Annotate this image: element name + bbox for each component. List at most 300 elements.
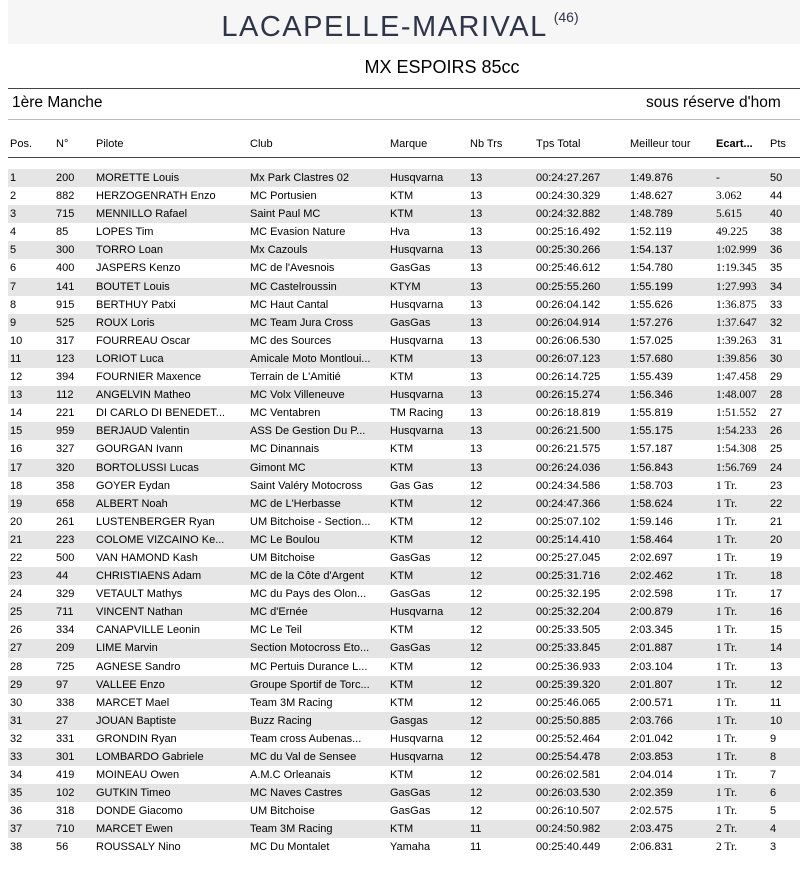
cell-pts: 38 [770,226,783,239]
cell-nb-trs: 12 [470,769,483,782]
cell-pilote: BERJAUD Valentin [96,425,190,438]
event-department: (46) [553,9,579,25]
cell-nb-trs: 12 [470,624,483,637]
cell-pos: 33 [10,751,23,763]
cell-meilleur-tour: 2:02.575 [630,805,673,818]
cell-ecart: 2 Tr. [716,823,738,836]
cell-nb-trs: 13 [470,389,483,402]
table-row [8,477,800,495]
cell-ecart: 5.615 [716,208,742,221]
cell-num: 400 [56,262,75,275]
cell-tps-total: 00:25:40.449 [536,841,601,854]
cell-tps-total: 00:25:52.464 [536,732,601,745]
table-row [8,187,800,205]
cell-pilote: HERZOGENRATH Enzo [96,190,216,203]
cell-pos: 5 [10,244,17,257]
cell-club: A.M.C Orleanais [250,769,331,782]
cell-nb-trs: 13 [470,443,483,456]
table-row [8,658,800,676]
table-row [8,332,800,350]
cell-marque: GasGas [390,588,431,601]
cell-pts: 16 [770,606,783,619]
cell-tps-total: 00:26:14.725 [536,371,601,384]
table-row [8,169,800,187]
cell-tps-total: 00:24:47.366 [536,497,601,510]
cell-tps-total: 00:26:02.581 [536,769,601,782]
cell-marque: Hva [390,226,410,239]
cell-pts: 21 [770,515,783,528]
cell-pts: 23 [770,479,783,492]
cell-pilote: MOINEAU Owen [96,769,180,782]
cell-tps-total: 00:26:18.819 [536,407,601,420]
cell-pilote: ROUX Loris [96,316,155,329]
cell-meilleur-tour: 1:54.137 [630,244,673,257]
cell-club: Mx Cazouls [250,244,308,257]
cell-num: 318 [56,805,75,818]
cell-pts: 34 [770,280,783,293]
cell-tps-total: 00:25:33.845 [536,642,601,655]
cell-club: MC des Sources [250,334,332,347]
cell-club: Groupe Sportif de Torc... [250,678,370,691]
cell-pts: 18 [770,570,783,583]
cell-pilote: CHRISTIAENS Adam [96,570,202,583]
table-row [8,766,800,784]
cell-club: Saint Paul MC [250,208,321,221]
cell-ecart: 3.062 [716,190,742,203]
cell-pilote: DI CARLO DI BENEDET... [96,407,225,420]
cell-club: MC Dinannais [250,443,320,456]
cell-tps-total: 00:26:15.274 [536,389,601,402]
cell-meilleur-tour: 2:00.879 [630,606,673,619]
cell-club: MC d'Ernée [250,606,308,619]
table-row [8,585,800,603]
cell-club: MC du Val de Sensee [250,751,357,763]
table-row [8,712,800,730]
cell-tps-total: 00:24:27.267 [536,172,601,184]
cell-pos: 11 [10,352,22,365]
cell-pts: 36 [770,244,783,257]
cell-tps-total: 00:26:10.507 [536,805,601,818]
cell-pilote: MARCET Ewen [96,823,173,836]
cell-tps-total: 00:24:50.982 [536,823,601,836]
cell-nb-trs: 13 [470,226,483,239]
cell-pts: 28 [770,389,783,402]
cell-nb-trs: 13 [470,316,483,329]
cell-pos: 3 [10,208,17,221]
cell-tps-total: 00:25:32.195 [536,588,601,601]
cell-tps-total: 00:25:32.204 [536,606,601,619]
cell-tps-total: 00:24:34.586 [536,479,601,492]
cell-num: 500 [56,551,75,564]
cell-num: 915 [56,298,75,311]
cell-pts: 8 [770,751,777,763]
cell-tps-total: 00:25:07.102 [536,515,601,528]
cell-num: 301 [56,751,75,763]
cell-pilote: LUSTENBERGER Ryan [96,515,215,528]
cell-num: 123 [56,352,75,365]
cell-pos: 19 [10,497,23,510]
cell-num: 317 [56,334,75,347]
cell-nb-trs: 12 [470,696,483,709]
cell-pts: 10 [770,714,783,727]
cell-pilote: AGNESE Sandro [96,660,181,673]
cell-pts: 26 [770,425,783,438]
cell-marque: GasGas [390,787,431,800]
cell-num: 710 [56,823,75,836]
cell-num: 394 [56,371,75,384]
table-row [8,205,800,223]
cell-pts: 29 [770,371,783,384]
cell-pts: 27 [770,407,783,420]
cell-pts: 11 [770,696,782,709]
cell-ecart: 1 Tr. [716,479,738,492]
event-name: LACAPELLE-MARIVAL [221,11,548,43]
cell-club: Team 3M Racing [250,823,333,836]
cell-club: MC de la Côte d'Argent [250,570,364,583]
table-row [8,259,800,277]
cell-pos: 24 [10,588,23,601]
table-row [8,730,800,748]
cell-ecart: 1 Tr. [716,714,738,727]
cell-marque: GasGas [390,805,431,818]
cell-marque: KTM [390,443,414,456]
cell-num: 331 [56,732,75,745]
cell-num: 658 [56,497,75,510]
cell-pos: 34 [10,769,23,782]
cell-pilote: GRONDIN Ryan [96,732,177,745]
cell-pos: 27 [10,642,23,655]
cell-nb-trs: 12 [470,732,483,745]
table-row [8,603,800,621]
cell-num: 85 [56,226,69,239]
col-marque: Marque [390,138,428,150]
cell-nb-trs: 12 [470,497,483,510]
cell-pilote: MORETTE Louis [96,172,180,184]
table-row [8,820,800,838]
cell-nb-trs: 13 [470,208,483,221]
cell-club: MC du Pays des Olon... [250,588,367,601]
cell-marque: Husqvarna [390,606,444,619]
col-pts: Pts [770,138,786,150]
cell-marque: Husqvarna [390,732,444,745]
cell-marque: TM Racing [390,407,444,420]
cell-num: 327 [56,443,75,456]
cell-pilote: FOURREAU Oscar [96,334,191,347]
col-num: N° [56,138,69,150]
cell-num: 715 [56,208,75,221]
cell-marque: KTM [390,533,414,546]
cell-meilleur-tour: 2:03.766 [630,714,673,727]
cell-marque: Husqvarna [390,172,444,184]
cell-nb-trs: 13 [470,371,483,384]
cell-nb-trs: 12 [470,588,483,601]
cell-pts: 50 [770,172,783,184]
cell-pts: 30 [770,352,783,365]
cell-pos: 7 [10,280,17,293]
table-row [8,296,800,314]
table-row [8,422,800,440]
cell-tps-total: 00:26:21.500 [536,425,601,438]
cell-pts: 6 [770,787,777,800]
cell-nb-trs: 12 [470,570,483,583]
cell-pts: 5 [770,805,777,818]
cell-pilote: LOPES Tim [96,226,154,239]
cell-ecart: 1 Tr. [716,678,738,691]
cell-nb-trs: 12 [470,805,483,818]
cell-club: MC Haut Cantal [250,298,329,311]
cell-nb-trs: 13 [470,262,483,275]
cell-num: 711 [56,606,74,619]
cell-tps-total: 00:26:03.530 [536,787,601,800]
cell-pos: 22 [10,551,23,564]
cell-num: 358 [56,479,75,492]
cell-club: Team 3M Racing [250,696,333,709]
cell-nb-trs: 13 [470,407,483,420]
cell-pts: 13 [770,660,783,673]
cell-ecart: 1 Tr. [716,533,738,546]
cell-club: ASS De Gestion Du P... [250,425,366,438]
cell-pilote: JOUAN Baptiste [96,714,177,727]
cell-ecart: 1:56.769 [716,461,757,474]
table-row [8,838,800,856]
cell-ecart: 1:48.007 [716,389,757,402]
cell-tps-total: 00:25:31.716 [536,570,601,583]
cell-club: Saint Valéry Motocross [250,479,363,492]
cell-club: Team cross Aubenas... [250,732,362,745]
cell-meilleur-tour: 2:03.853 [630,751,673,763]
cell-num: 261 [56,515,75,528]
cell-marque: KTM [390,660,414,673]
cell-meilleur-tour: 1:55.199 [630,280,673,293]
cell-meilleur-tour: 2:03.104 [630,660,673,673]
cell-pos: 2 [10,190,17,203]
table-row [8,495,800,513]
cell-ecart: 1:27.993 [716,280,757,293]
cell-pilote: BORTOLUSSI Lucas [96,461,199,474]
cell-num: 200 [56,172,75,184]
cell-meilleur-tour: 1:55.439 [630,371,673,384]
table-row [8,784,800,802]
cell-nb-trs: 12 [470,642,483,655]
cell-pts: 15 [770,624,783,637]
cell-pos: 20 [10,515,23,528]
table-row [8,314,800,332]
cell-club: MC Naves Castres [250,787,343,800]
cell-pos: 6 [10,262,17,275]
cell-num: 221 [56,407,75,420]
cell-pilote: BOUTET Louis [96,280,170,293]
cell-meilleur-tour: 1:56.843 [630,461,673,474]
table-row [8,223,800,241]
cell-ecart: 1:19.345 [716,262,757,275]
cell-tps-total: 00:24:30.329 [536,190,601,203]
cell-tps-total: 00:25:14.410 [536,533,601,546]
col-meilleur-tour: Meilleur tour [630,138,691,150]
cell-meilleur-tour: 2:06.831 [630,841,673,854]
cell-meilleur-tour: 1:57.276 [630,316,673,329]
cell-pilote: ALBERT Noah [96,497,168,510]
table-row [8,549,800,567]
cell-ecart: 1 Tr. [716,642,738,655]
cell-ecart: 2 Tr. [716,841,738,854]
cell-nb-trs: 12 [470,660,483,673]
cell-pos: 35 [10,787,23,800]
cell-club: UM Bitchoise [250,551,315,564]
cell-pos: 30 [10,696,23,709]
cell-pilote: GOYER Eydan [96,479,170,492]
cell-num: 882 [56,190,75,203]
table-row [8,531,800,549]
cell-meilleur-tour: 1:55.819 [630,407,673,420]
cell-pos: 1 [10,172,17,184]
cell-nb-trs: 13 [470,244,483,257]
col-club: Club [250,138,273,150]
cell-pos: 17 [10,461,23,474]
cell-pts: 3 [770,841,777,854]
cell-nb-trs: 12 [470,533,483,546]
cell-ecart: 1 Tr. [716,570,738,583]
cell-nb-trs: 13 [470,334,483,347]
cell-meilleur-tour: 2:01.807 [630,678,673,691]
race-round: 1ère Manche [12,94,103,111]
cell-marque: Husqvarna [390,244,444,257]
cell-num: 300 [56,244,75,257]
cell-marque: GasGas [390,551,431,564]
cell-pilote: MARCET Mael [96,696,170,709]
table-row [8,459,800,477]
cell-nb-trs: 13 [470,280,483,293]
cell-tps-total: 00:25:36.933 [536,660,601,673]
cell-pos: 9 [10,316,17,329]
cell-marque: Yamaha [390,841,431,854]
cell-ecart: 1:39.856 [716,352,757,365]
cell-pos: 16 [10,443,23,456]
cell-meilleur-tour: 2:02.697 [630,551,673,564]
cell-tps-total: 00:26:24.036 [536,461,601,474]
cell-pilote: VAN HAMOND Kash [96,551,198,564]
cell-meilleur-tour: 1:48.789 [630,208,673,221]
cell-club: MC Du Montalet [250,841,330,854]
cell-meilleur-tour: 1:58.624 [630,497,673,510]
category-title: MX ESPOIRS 85cc [364,57,520,77]
cell-nb-trs: 11 [470,841,482,854]
cell-tps-total: 00:24:32.882 [536,208,601,221]
cell-pts: 9 [770,732,777,745]
cell-pilote: CANAPVILLE Leonin [96,624,200,637]
cell-club: MC Ventabren [250,407,321,420]
cell-meilleur-tour: 1:59.146 [630,515,673,528]
cell-nb-trs: 13 [470,352,483,365]
cell-pilote: LOMBARDO Gabriele [96,751,204,763]
cell-pilote: MENNILLO Rafael [96,208,188,221]
cell-num: 320 [56,461,75,474]
cell-ecart: 1:39.263 [716,334,757,347]
cell-tps-total: 00:26:07.123 [536,352,601,365]
cell-meilleur-tour: 2:01.887 [630,642,673,655]
cell-marque: GasGas [390,262,431,275]
cell-ecart: 1 Tr. [716,769,738,782]
cell-marque: KTM [390,678,414,691]
cell-marque: Husqvarna [390,389,444,402]
cell-tps-total: 00:25:39.320 [536,678,601,691]
cell-num: 141 [56,280,75,293]
cell-num: 329 [56,588,75,601]
cell-num: 725 [56,660,75,673]
cell-pos: 29 [10,678,23,691]
cell-pos: 31 [10,714,23,727]
table-row [8,676,800,694]
cell-pts: 12 [770,678,783,691]
cell-club: MC Castelroussin [250,280,337,293]
cell-club: Gimont MC [250,461,306,474]
cell-pilote: GUTKIN Timeo [96,787,171,800]
cell-pilote: COLOME VIZCAINO Ke... [96,533,225,546]
cell-meilleur-tour: 2:03.345 [630,624,673,637]
cell-ecart: 1 Tr. [716,588,738,601]
cell-pts: 17 [770,588,783,601]
cell-nb-trs: 12 [470,751,483,763]
cell-pos: 32 [10,732,23,745]
cell-marque: Gas Gas [390,479,434,492]
cell-pts: 24 [770,461,783,474]
cell-ecart: 1:47.458 [716,371,757,384]
cell-pts: 4 [770,823,777,836]
cell-nb-trs: 13 [470,172,483,184]
cell-pilote: LIME Marvin [96,642,158,655]
cell-num: 334 [56,624,75,637]
cell-meilleur-tour: 1:57.680 [630,352,673,365]
cell-club: MC Le Boulou [250,533,320,546]
cell-club: MC de l'Avesnois [250,262,335,275]
cell-nb-trs: 13 [470,461,483,474]
cell-nb-trs: 12 [470,714,483,727]
cell-pts: 44 [770,190,783,203]
cell-pts: 19 [770,551,783,564]
cell-num: 959 [56,425,75,438]
table-row [8,386,800,404]
cell-num: 209 [56,642,75,655]
cell-ecart: 1 Tr. [716,497,738,510]
cell-marque: KTM [390,371,414,384]
table-row [8,694,800,712]
col-nb-trs: Nb Trs [470,138,503,150]
cell-ecart: 1:54.233 [716,425,757,438]
cell-meilleur-tour: 2:03.475 [630,823,673,836]
cell-meilleur-tour: 1:58.703 [630,479,673,492]
table-row [8,404,800,422]
divider-top [8,88,800,89]
table-row [8,278,800,296]
cell-pts: 35 [770,262,783,275]
cell-club: UM Bitchoise - Section... [250,515,371,528]
cell-marque: KTM [390,190,414,203]
cell-num: 56 [56,841,69,854]
cell-ecart: 1 Tr. [716,624,738,637]
cell-ecart: 1 Tr. [716,515,738,528]
cell-ecart: 1:51.552 [716,407,757,420]
cell-meilleur-tour: 1:58.464 [630,533,673,546]
cell-tps-total: 00:25:33.505 [536,624,601,637]
cell-pos: 25 [10,606,23,619]
cell-pilote: VETAULT Mathys [96,588,183,601]
cell-marque: KTM [390,570,414,583]
cell-ecart: 1 Tr. [716,696,738,709]
cell-meilleur-tour: 2:02.359 [630,787,673,800]
cell-num: 97 [56,678,69,691]
cell-pos: 15 [10,425,23,438]
cell-pilote: ANGELVIN Matheo [96,389,191,402]
table-row [8,621,800,639]
